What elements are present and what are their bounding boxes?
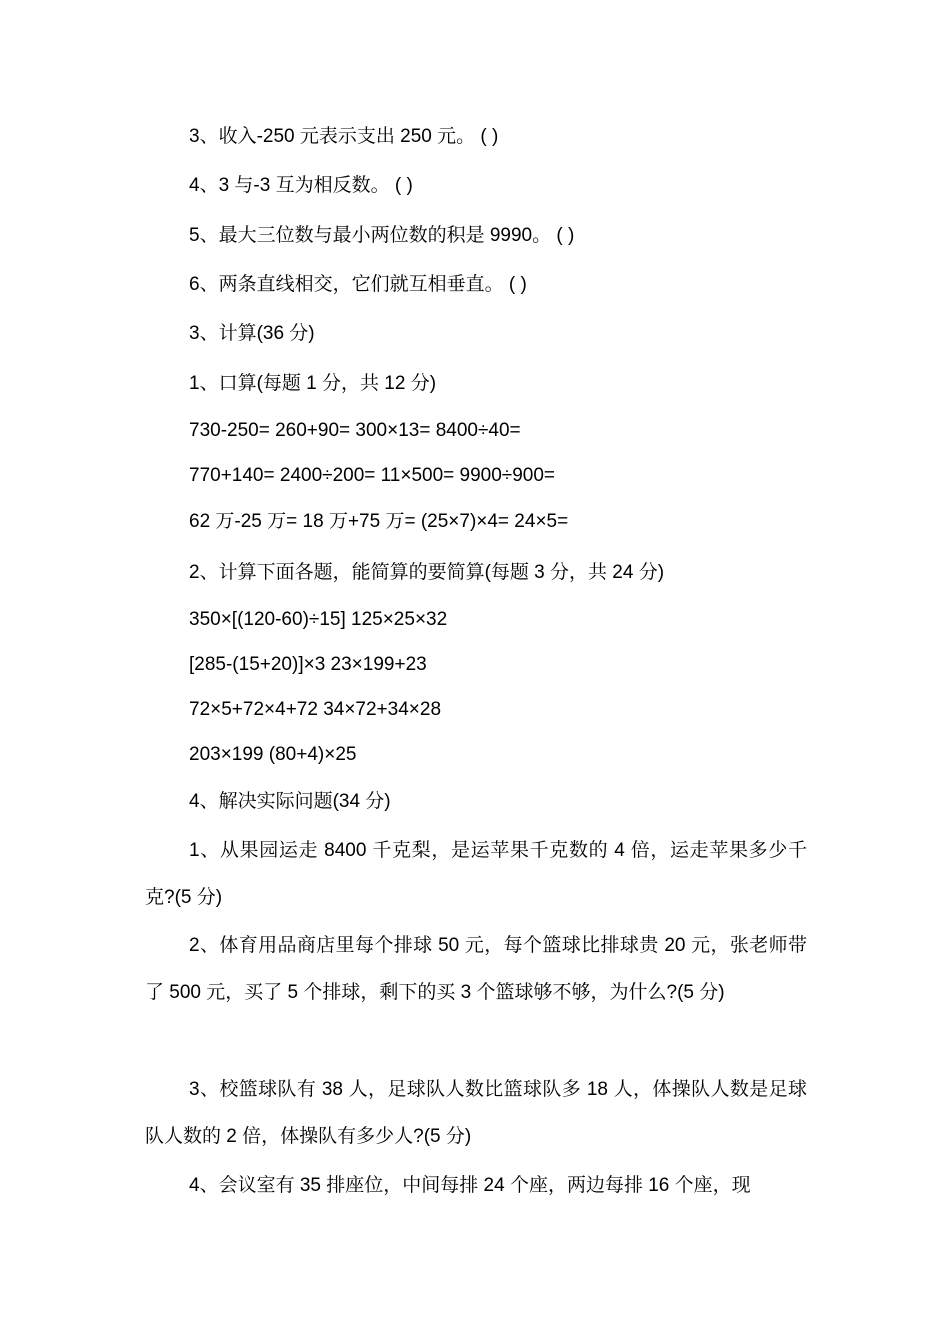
true-false-item-4: 4、3 与-3 互为相反数。 ( ) [189, 175, 413, 196]
written-calc-row-1: 350×[(120-60)÷15] 125×25×32 [189, 609, 448, 630]
oral-calc-row-3: 62 万-25 万= 18 万+75 万= (25×7)×4= 24×5= [189, 511, 569, 532]
oral-calc-row-2: 770+140= 2400÷200= 11×500= 9900÷900= [189, 465, 556, 486]
section-heading-word-problems: 4、解决实际问题(34 分) [189, 791, 391, 812]
section-heading-calculation: 3、计算(36 分) [189, 323, 315, 344]
word-problem-4: 4、会议室有 35 排座位，中间每排 24 个座，两边每排 16 个座，现 [189, 1175, 751, 1196]
subheading-written-calculation: 2、计算下面各题，能简算的要简算(每题 3 分，共 24 分) [189, 562, 665, 583]
true-false-item-6: 6、两条直线相交，它们就互相垂直。 ( ) [189, 274, 527, 295]
written-calc-row-4: 203×199 (80+4)×25 [189, 744, 357, 765]
subheading-oral-calculation: 1、口算(每题 1 分，共 12 分) [189, 373, 437, 394]
true-false-item-3: 3、收入-250 元表示支出 250 元。 ( ) [189, 126, 499, 147]
word-problem-1: 1、从果园运走 8400 千克梨，是运苹果千克数的 4 倍，运走苹果多少千克?(5 分) [145, 840, 807, 908]
written-calc-row-3: 72×5+72×4+72 34×72+34×28 [189, 699, 442, 720]
written-calc-row-2: [285-(15+20)]×3 23×199+23 [189, 654, 427, 675]
word-problem-3: 3、校篮球队有 38 人，足球队人数比篮球队多 18 人，体操队人数是足球队人数的 2 倍，体操队有多少人?(5 分) [145, 1079, 807, 1147]
true-false-item-5: 5、最大三位数与最小两位数的积是 9990。 ( ) [189, 225, 575, 246]
word-problem-2: 2、体育用品商店里每个排球 50 元，每个篮球比排球贵 20 元，张老师带了 500 元，买了 5 个排球，剩下的买 3 个篮球够不够，为什么?(5 分) [145, 935, 807, 1003]
oral-calc-row-1: 730-250= 260+90= 300×13= 8400÷40= [189, 420, 521, 441]
